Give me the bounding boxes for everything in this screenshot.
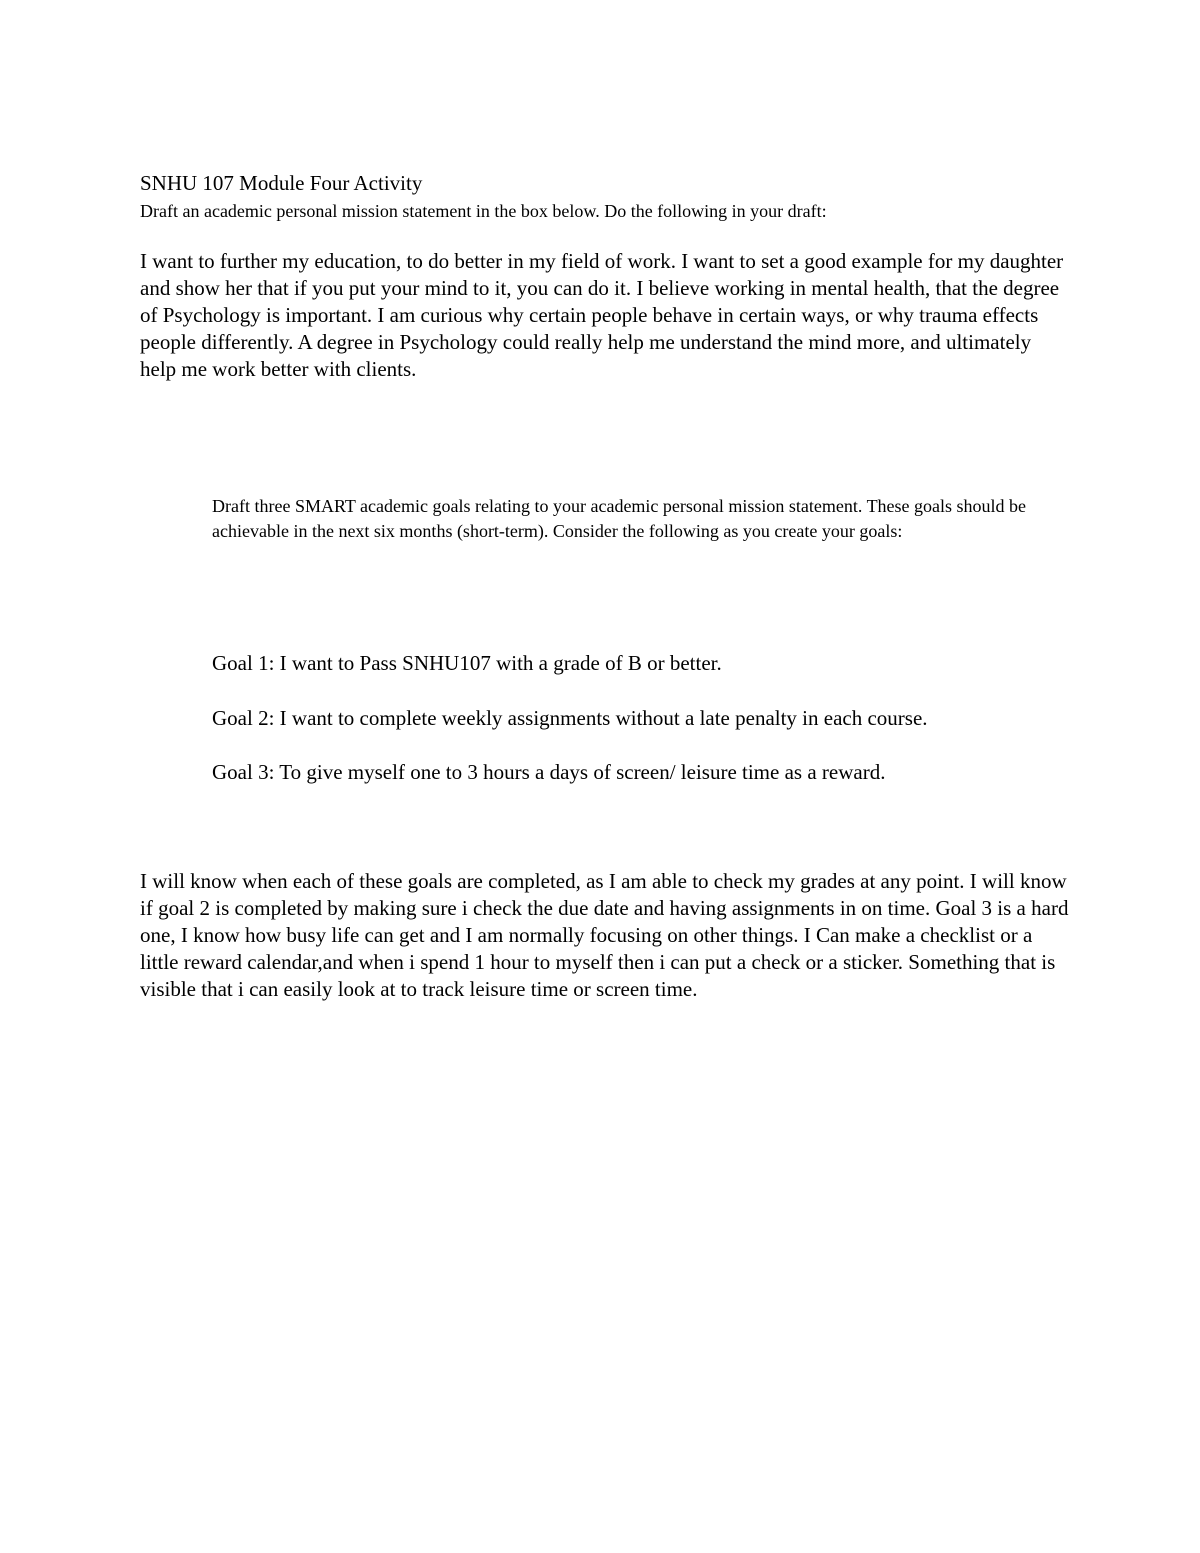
- goal-item-2: Goal 2: I want to complete weekly assignments without a late penalty in each course.: [212, 706, 928, 730]
- mission-statement: I want to further my education, to do better in my field of work. I want to set a good example for my daughter and show her that if you put your mind to it, you can do it. I believe working in mental health, that the degree of Psychology is important. I am curious why certain people behave in certain ways, or why trauma effects people differently. A degree in Psychology could really help me understand the mind more, and ultimately help me work better with clients.: [140, 249, 1064, 381]
- goal-item-1: Goal 1: I want to Pass SNHU107 with a grade of B or better.: [212, 651, 722, 675]
- goal-reflection: I will know when each of these goals are completed, as I am able to check my grades at any point. I will know if goal 2 is completed by making sure i check the due date and having assignments in on time. Goal 3 is a hard one, I know how busy life can get and I am normally focusing on other things. I Can make a checklist or a little reward calendar,and when i spend 1 hour to myself then i can put a check or a sticker. Something that is visible that i can easily look at to track leisure time or screen time.: [140, 869, 1069, 1001]
- document-title: SNHU 107 Module Four Activity: [140, 171, 423, 195]
- goals-prompt: Draft three SMART academic goals relating to your academic personal mission statement. These goals should be achievable in the next six months (short-term). Consider the following as you create your goals:: [212, 496, 1027, 541]
- goal-item-3: Goal 3: To give myself one to 3 hours a days of screen/ leisure time as a reward.: [212, 760, 886, 784]
- mission-instruction: Draft an academic personal mission statement in the box below. Do the following in your draft:: [140, 201, 827, 221]
